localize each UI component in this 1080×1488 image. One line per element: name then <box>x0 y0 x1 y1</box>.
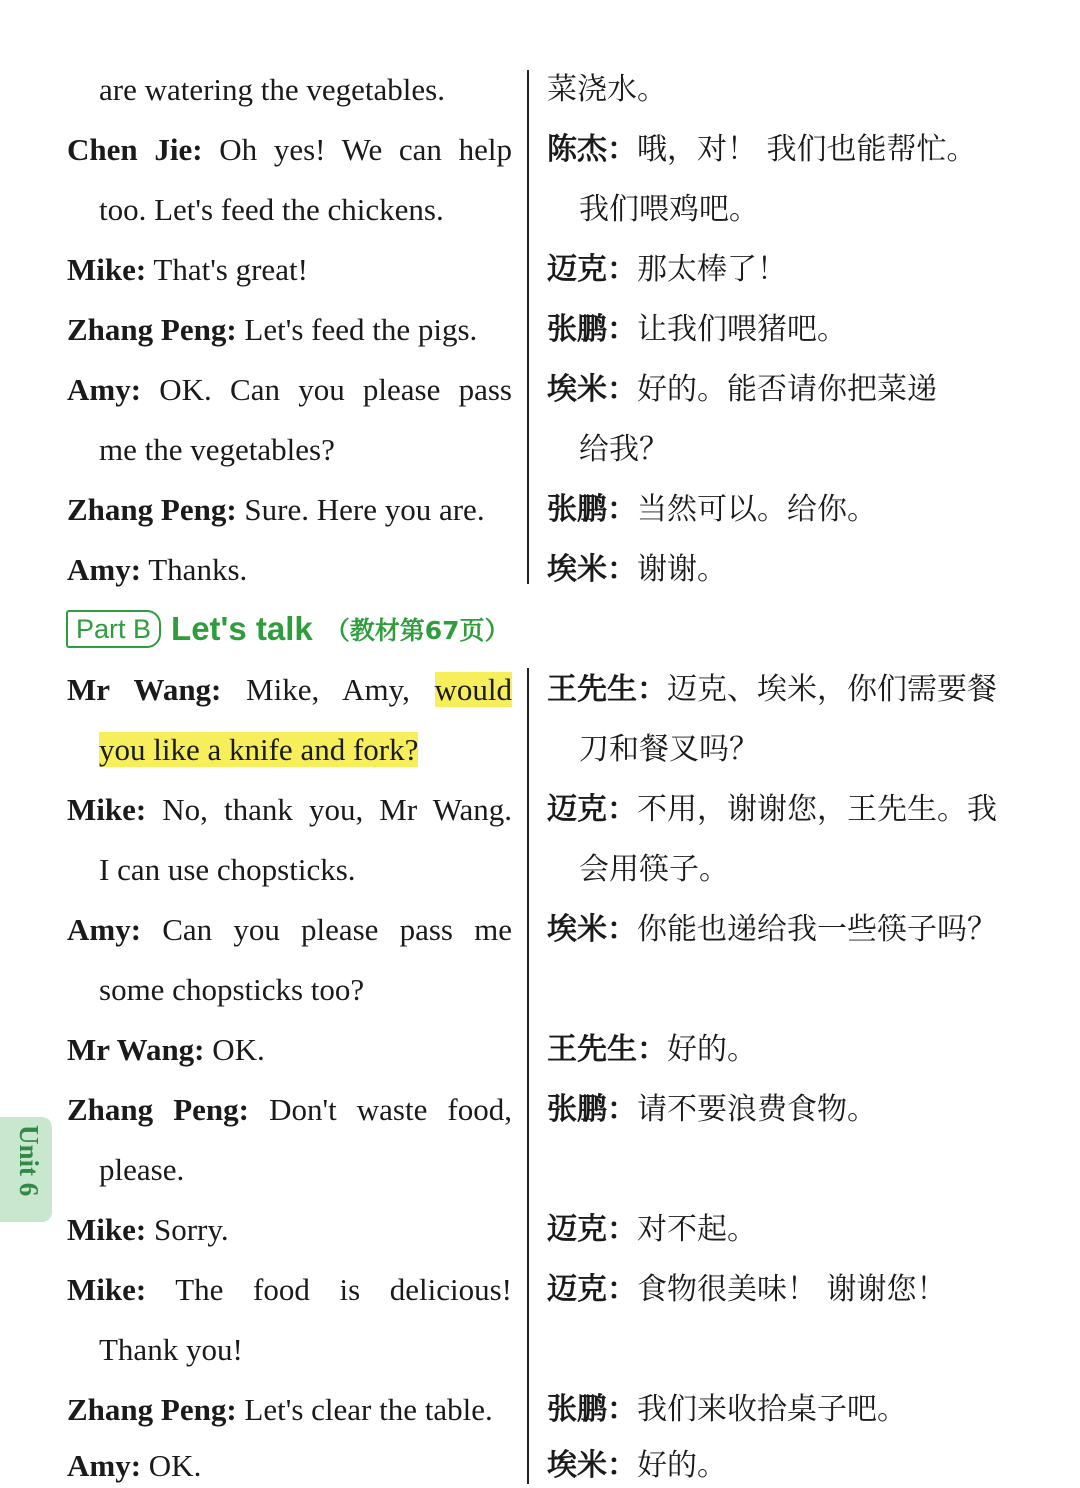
line-text: 谢谢。 <box>637 552 727 587</box>
chinese-line <box>547 490 992 530</box>
english-line <box>67 670 512 710</box>
speaker-name: Mike: <box>67 792 147 827</box>
english-line <box>99 1330 512 1370</box>
speaker-name: 王先生： <box>547 672 667 707</box>
line-text: 好的。能否请你把菜递 <box>637 372 937 407</box>
line-text: OK. Can you please pass <box>159 372 512 407</box>
line-text: 会用筷子。 <box>579 852 729 887</box>
chinese-line <box>547 1030 992 1070</box>
chinese-line <box>547 1390 992 1430</box>
speaker-name: 迈克： <box>547 792 637 827</box>
line-text: 好的。 <box>637 1448 727 1483</box>
english-line <box>67 910 512 950</box>
line-text: Sorry. <box>153 1212 229 1247</box>
line-text: 好的。 <box>667 1032 757 1067</box>
line-text: 给我？ <box>579 432 669 467</box>
line-text: 你能也递给我一些筷子吗？ <box>637 912 997 947</box>
english-line <box>67 1210 512 1250</box>
line-text: 食物很美味！ 谢谢您！ <box>637 1272 947 1307</box>
chinese-line <box>579 190 1024 230</box>
line-text: please. <box>99 1152 185 1187</box>
speaker-name: Amy: <box>67 552 142 587</box>
chinese-line <box>547 1210 992 1250</box>
chinese-line <box>547 130 992 170</box>
speaker-name: Amy: <box>67 1448 142 1483</box>
speaker-name: 张鹏： <box>547 492 637 527</box>
part-label: Part B <box>66 610 161 648</box>
speaker-name: 王先生： <box>547 1032 667 1067</box>
line-text: 不用，谢谢您，王先生。我 <box>637 792 997 827</box>
english-line <box>67 130 512 170</box>
speaker-name: 埃米： <box>547 552 637 587</box>
english-line <box>67 490 512 530</box>
chinese-line <box>547 370 992 410</box>
line-text: me the vegetables? <box>99 432 335 467</box>
english-line <box>99 70 512 110</box>
speaker-name: Mike: <box>67 1212 147 1247</box>
section-heading <box>66 606 510 652</box>
speaker-name: Zhang Peng: <box>67 1392 237 1427</box>
line-text: some chopsticks too? <box>99 972 365 1007</box>
line-text: 让我们喂猪吧。 <box>637 312 847 347</box>
line-text: The food is delicious! <box>175 1272 512 1307</box>
chinese-line <box>579 430 1024 470</box>
line-text: No, thank you, Mr Wang. <box>162 792 513 827</box>
line-text: Thank you! <box>99 1332 243 1367</box>
chinese-line <box>547 250 992 290</box>
speaker-name: 陈杰： <box>547 132 637 167</box>
line-text: Mike, Amy, <box>246 672 410 707</box>
line-text: too. Let's feed the chickens. <box>99 192 444 227</box>
unit-tab-label: Unit 6 <box>14 1125 44 1197</box>
english-line <box>99 850 512 890</box>
english-line <box>99 730 512 770</box>
line-text: 请不要浪费食物。 <box>637 1092 877 1127</box>
chinese-line <box>547 70 992 110</box>
line-text: 菜浇水。 <box>547 72 667 107</box>
line-text: are watering the vegetables. <box>99 72 445 107</box>
chinese-line <box>547 910 997 950</box>
english-line <box>99 190 512 230</box>
line-text: Let's feed the pigs. <box>244 312 478 347</box>
english-line <box>67 1446 512 1486</box>
unit-side-tab <box>0 1117 52 1222</box>
section-title: Let's talk <box>171 610 313 647</box>
speaker-name: Mike: <box>67 1272 147 1307</box>
line-text: That's great! <box>153 252 308 287</box>
english-line <box>67 1270 512 1310</box>
english-line <box>99 430 512 470</box>
english-line <box>67 1030 512 1070</box>
line-text: Thanks. <box>148 552 248 587</box>
line-text: 刀和餐叉吗？ <box>579 732 759 767</box>
chinese-line <box>547 790 997 830</box>
chinese-line <box>547 1270 992 1310</box>
chinese-line <box>547 1446 992 1486</box>
column-divider-bottom <box>527 668 529 1484</box>
line-text: Don't waste food, <box>269 1092 512 1127</box>
english-line <box>67 370 512 410</box>
english-line <box>67 1390 512 1430</box>
chinese-line <box>547 1090 992 1130</box>
chinese-line <box>547 550 992 590</box>
speaker-name: Mr Wang: <box>67 672 222 707</box>
english-line <box>99 970 512 1010</box>
speaker-name: 张鹏： <box>547 1392 637 1427</box>
line-text: 那太棒了！ <box>637 252 787 287</box>
page-reference-note: （教材第67页） <box>324 616 510 645</box>
speaker-name: 埃米： <box>547 1448 637 1483</box>
english-line <box>67 310 512 350</box>
line-text: OK. <box>148 1448 202 1483</box>
english-line <box>99 1150 512 1190</box>
highlighted-text: you like a knife and fork? <box>99 732 419 767</box>
speaker-name: 迈克： <box>547 1212 637 1247</box>
speaker-name: Amy: <box>67 372 142 407</box>
line-text: 迈克、埃米，你们需要餐 <box>667 672 997 707</box>
line-text: 我们来收拾桌子吧。 <box>637 1392 907 1427</box>
chinese-line <box>547 310 992 350</box>
speaker-name: Mike: <box>67 252 147 287</box>
speaker-name: Mr Wang: <box>67 1032 205 1067</box>
line-text: Can you please pass me <box>162 912 513 947</box>
line-text: OK. <box>212 1032 265 1067</box>
english-line <box>67 550 512 590</box>
highlighted-text: would <box>434 672 513 707</box>
speaker-name: 迈克： <box>547 1272 637 1307</box>
speaker-name: Zhang Peng: <box>67 312 237 347</box>
speaker-name: 埃米： <box>547 912 637 947</box>
speaker-name: 埃米： <box>547 372 637 407</box>
speaker-name: 张鹏： <box>547 312 637 347</box>
speaker-name: Chen Jie: <box>67 132 203 167</box>
speaker-name: Zhang Peng: <box>67 492 237 527</box>
chinese-line <box>547 670 997 710</box>
english-line <box>67 250 512 290</box>
chinese-line <box>579 730 1024 770</box>
english-line <box>67 1090 512 1130</box>
line-text: 当然可以。给你。 <box>637 492 877 527</box>
line-text: I can use chopsticks. <box>99 852 356 887</box>
column-divider-top <box>527 70 529 584</box>
speaker-name: Amy: <box>67 912 142 947</box>
line-text: 对不起。 <box>637 1212 757 1247</box>
speaker-name: 迈克： <box>547 252 637 287</box>
line-text: 我们喂鸡吧。 <box>579 192 759 227</box>
line-text: Let's clear the table. <box>244 1392 493 1427</box>
speaker-name: 张鹏： <box>547 1092 637 1127</box>
speaker-name: Zhang Peng: <box>67 1092 249 1127</box>
english-line <box>67 790 512 830</box>
line-text: Oh yes! We can help <box>219 132 513 167</box>
line-text: Sure. Here you are. <box>244 492 485 527</box>
chinese-line <box>579 850 1024 890</box>
line-text: 哦，对！ 我们也能帮忙。 <box>637 132 977 167</box>
